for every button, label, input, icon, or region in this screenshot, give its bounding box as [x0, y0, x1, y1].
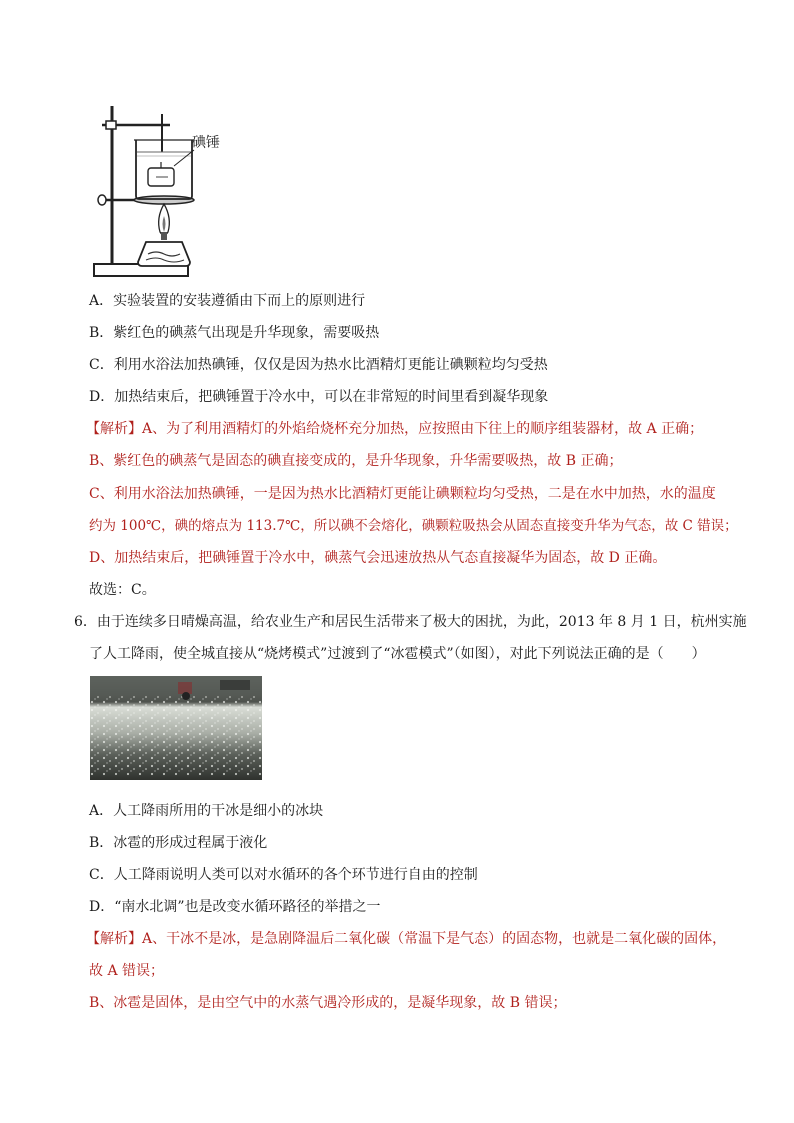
- q6-analysis-line2: 故 A 错误；: [89, 963, 165, 979]
- hail-photo-image: [90, 676, 262, 780]
- q6-option-d: D．“南水北调”也是改变水循环路径的举措之一: [89, 899, 381, 915]
- q6-analysis-line1: [86, 930, 726, 948]
- q6-analysis-tag: 【解析】: [86, 931, 142, 947]
- hail-street-photo: [90, 676, 262, 780]
- q6-stem-line2: 了人工降雨，使全城直接从“烧烤模式”过渡到了“冰雹模式”（如图），对此下列说法正确的是（ ）: [89, 646, 706, 662]
- iodine-hammer-apparatus-figure: [90, 100, 240, 280]
- q5-analysis-text1: A、为了利用酒精灯的外焰给烧杯充分加热，应按照由下往上的顺序组装器材，故 A 正确；: [142, 421, 704, 437]
- q6-analysis-line3: B、冰雹是固体，是由空气中的水蒸气遇冷形成的，是凝华现象，故 B 错误；: [89, 995, 567, 1011]
- q5-analysis-line3: C、利用水浴法加热碘锤，一是因为热水比酒精灯更能让碘颗粒均匀受热，二是在水中加热，水的温度: [89, 486, 716, 502]
- q6-stem-line1: 6．由于连续多日晴燥高温，给农业生产和居民生活带来了极大的困扰，为此，2013 年 8 月 1 日，杭州实施: [74, 614, 747, 630]
- q5-analysis-tag: 【解析】: [86, 421, 142, 437]
- iodine-hammer-label: 碘锤: [192, 135, 220, 151]
- q5-analysis-line2: B、紫红色的碘蒸气是固态的碘直接变成的，是升华现象，升华需要吸热，故 B 正确；: [89, 453, 623, 469]
- q5-analysis-line4: 约为 100℃，碘的熔点为 113.7℃，所以碘不会熔化，碘颗粒吸热会从固态直接变升华为气态，故 C 错误；: [89, 518, 738, 534]
- q6-option-b: B．冰雹的形成过程属于液化: [89, 835, 268, 851]
- q5-option-a: A．实验装置的安装遵循由下而上的原则进行: [89, 293, 366, 309]
- q6-option-c: C．人工降雨说明人类可以对水循环的各个环节进行自由的控制: [89, 867, 478, 883]
- q5-analysis-line5: D、加热结束后，把碘锤置于冷水中，碘蒸气会迅速放热从气态直接凝华为固态，故 D 正确。: [89, 550, 667, 566]
- q5-option-b: B．紫红色的碘蒸气出现是升华现象，需要吸热: [89, 325, 380, 341]
- q5-analysis-line1: [86, 420, 703, 438]
- q6-option-a: A．人工降雨所用的干冰是细小的冰块: [89, 803, 324, 819]
- q6-analysis-text1: A、干冰不是冰，是急剧降温后二氧化碳（常温下是气态）的固态物，也就是二氧化碳的固体，: [142, 931, 727, 947]
- q5-option-d: D．加热结束后，把碘锤置于冷水中，可以在非常短的时间里看到凝华现象: [89, 389, 549, 405]
- q5-option-c: C．利用水浴法加热碘锤，仅仅是因为热水比酒精灯更能让碘颗粒均匀受热: [89, 357, 548, 373]
- q5-answer: 故选：C。: [89, 582, 156, 598]
